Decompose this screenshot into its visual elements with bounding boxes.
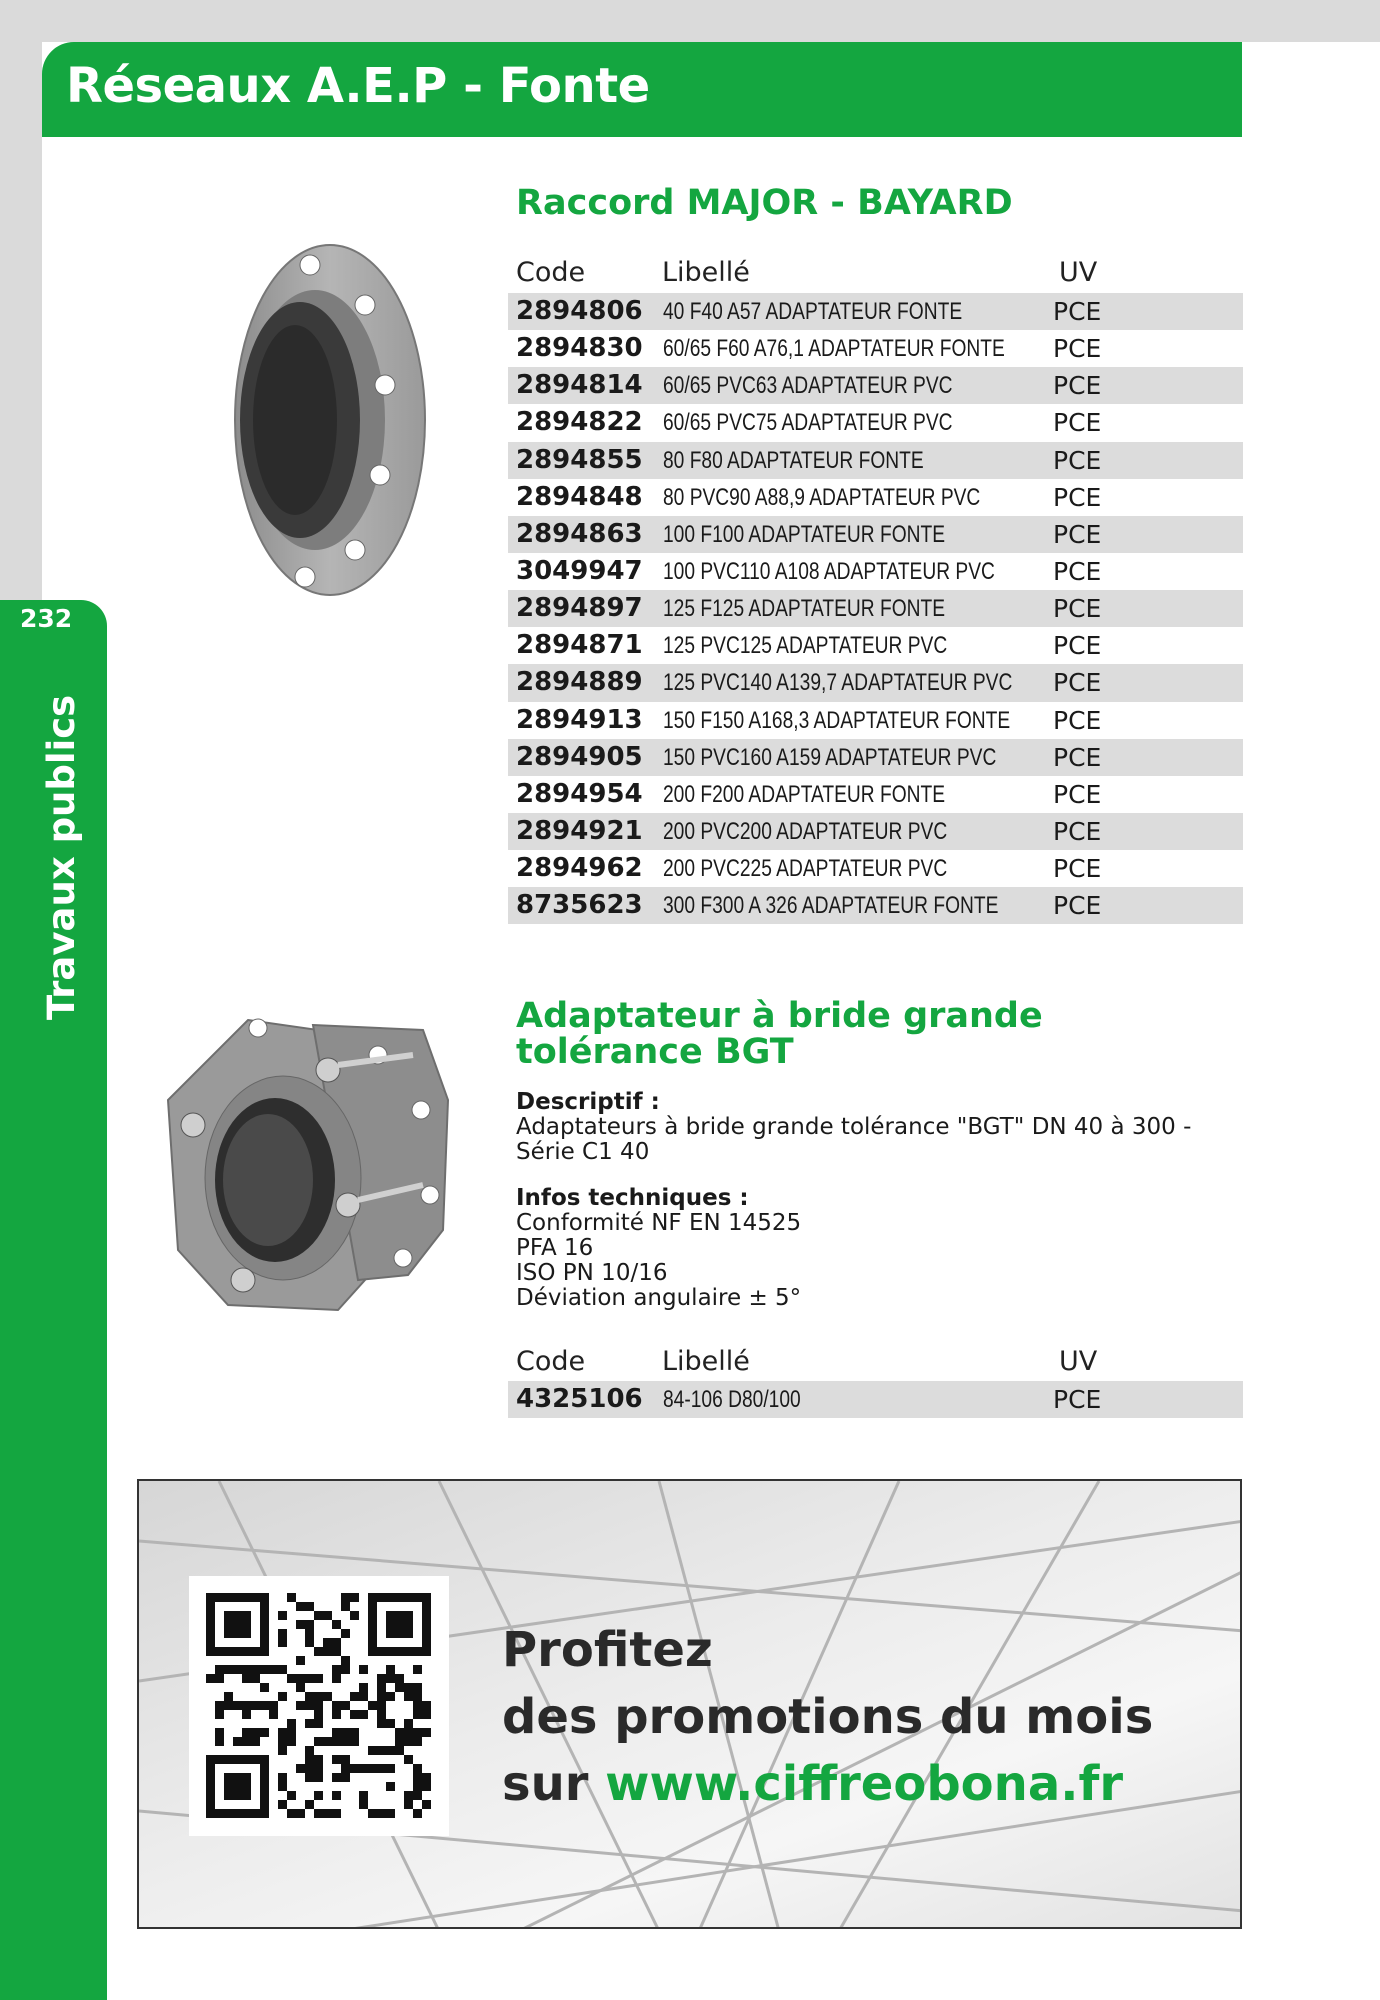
libelle-cell: 125 F125 ADAPTATEUR FONTE	[663, 595, 946, 623]
table-row	[508, 627, 1243, 664]
promo-url-link[interactable]: www.ciffreobona.fr	[605, 1756, 1123, 1812]
table-row	[508, 479, 1243, 516]
table-row	[508, 404, 1243, 441]
libelle-cell: 60/65 F60 A76,1 ADAPTATEUR FONTE	[663, 335, 1005, 363]
code-cell: 2894962	[516, 853, 643, 884]
uv-cell: PCE	[1053, 779, 1102, 809]
libelle-cell: 200 F200 ADAPTATEUR FONTE	[663, 780, 946, 808]
infos-techniques-label: Infos techniques :	[516, 1185, 749, 1211]
uv-cell: PCE	[1053, 854, 1102, 884]
libelle-cell: 125 PVC125 ADAPTATEUR PVC	[663, 632, 948, 660]
product-table-major-bayard	[508, 293, 1243, 924]
libelle-cell: 60/65 PVC63 ADAPTATEUR PVC	[663, 372, 953, 400]
descriptif-label: Descriptif :	[516, 1089, 660, 1115]
column-libelle: Libellé	[662, 257, 750, 288]
descriptif-line: Adaptateurs à bride grande tolérance "BGT" DN 40 à 300 -	[516, 1114, 1192, 1140]
uv-cell: PCE	[1053, 519, 1102, 549]
promo-text	[502, 1617, 1153, 1818]
page-number: 232	[20, 604, 73, 633]
code-cell: 2894822	[516, 407, 643, 438]
uv-cell: PCE	[1053, 705, 1102, 735]
section-title-bgt-adapter: Adaptateur à bride grande tolérance BGT	[516, 996, 1043, 1072]
libelle-cell: 100 F100 ADAPTATEUR FONTE	[663, 520, 946, 548]
uv-cell: PCE	[1053, 297, 1102, 326]
promo-line-1: Profitez	[502, 1622, 713, 1678]
code-cell: 2894830	[516, 333, 643, 364]
promo-line-3	[502, 1751, 1153, 1818]
code-cell: 2894889	[516, 667, 643, 698]
side-section-label: Travaux publics	[40, 694, 83, 1020]
code-cell: 4325106	[516, 1384, 643, 1414]
uv-cell: PCE	[1053, 594, 1102, 624]
infos-line: Conformité NF EN 14525	[516, 1210, 802, 1236]
table-row	[508, 813, 1243, 850]
libelle-cell: 80 PVC90 A88,9 ADAPTATEUR PVC	[663, 483, 981, 511]
column-uv: UV	[1059, 1346, 1098, 1377]
qr-code[interactable]	[189, 1576, 449, 1836]
code-cell: 3049947	[516, 555, 643, 586]
code-cell: 2894905	[516, 741, 643, 772]
code-cell: 2894897	[516, 593, 643, 624]
qr-code-icon	[189, 1576, 449, 1836]
major-bayard-coupling-image	[180, 235, 430, 605]
promo-line-2: des promotions du mois	[502, 1689, 1154, 1745]
table-row	[508, 887, 1243, 924]
uv-cell: PCE	[1053, 891, 1102, 921]
promo-line-3-prefix: sur	[502, 1756, 606, 1812]
uv-cell: PCE	[1053, 334, 1102, 364]
table-row	[508, 739, 1243, 776]
column-uv: UV	[1059, 257, 1098, 288]
promo-banner[interactable]	[137, 1479, 1242, 1929]
infos-techniques-block	[516, 1186, 801, 1311]
table-header	[516, 1346, 1243, 1380]
product-table-bgt	[508, 1381, 1243, 1418]
column-libelle: Libellé	[662, 1346, 750, 1377]
code-cell: 2894954	[516, 778, 643, 809]
table-row	[508, 590, 1243, 627]
libelle-cell: 60/65 PVC75 ADAPTATEUR PVC	[663, 409, 953, 437]
code-cell: 2894855	[516, 444, 643, 475]
table-row	[508, 293, 1243, 330]
libelle-cell: 200 PVC225 ADAPTATEUR PVC	[663, 855, 948, 883]
table-row	[508, 553, 1243, 590]
column-code: Code	[516, 1346, 586, 1377]
code-cell: 8735623	[516, 890, 643, 921]
table-row	[508, 776, 1243, 813]
table-row	[508, 516, 1243, 553]
libelle-cell: 200 PVC200 ADAPTATEUR PVC	[663, 817, 948, 845]
table-row	[508, 664, 1243, 701]
table-row	[508, 850, 1243, 887]
section-title-major-bayard: Raccord MAJOR - BAYARD	[516, 183, 1013, 223]
libelle-cell: 40 F40 A57 ADAPTATEUR FONTE	[663, 298, 963, 325]
bgt-flange-adapter-image	[138, 1010, 463, 1320]
libelle-cell: 150 PVC160 A159 ADAPTATEUR PVC	[663, 743, 997, 771]
table-row	[508, 1381, 1243, 1418]
uv-cell: PCE	[1053, 556, 1102, 586]
table-row	[508, 367, 1243, 404]
uv-cell: PCE	[1053, 445, 1102, 475]
uv-cell: PCE	[1053, 1385, 1102, 1414]
libelle-cell: 80 F80 ADAPTATEUR FONTE	[663, 446, 924, 474]
code-cell: 2894871	[516, 630, 643, 661]
code-cell: 2894913	[516, 704, 643, 735]
table-row	[508, 442, 1243, 479]
infos-line: Déviation angulaire ± 5°	[516, 1285, 802, 1311]
libelle-cell: 300 F300 A 326 ADAPTATEUR FONTE	[663, 892, 999, 920]
libelle-cell: 125 PVC140 A139,7 ADAPTATEUR PVC	[663, 669, 1013, 697]
code-cell: 2894848	[516, 481, 643, 512]
uv-cell: PCE	[1053, 482, 1102, 512]
code-cell: 2894863	[516, 518, 643, 549]
uv-cell: PCE	[1053, 371, 1102, 401]
libelle-cell: 150 F150 A168,3 ADAPTATEUR FONTE	[663, 706, 1011, 734]
descriptif-line: Série C1 40	[516, 1139, 650, 1165]
column-code: Code	[516, 257, 586, 288]
table-row	[508, 702, 1243, 739]
table-header	[516, 257, 1243, 291]
left-margin	[0, 42, 42, 602]
libelle-cell: 84-106 D80/100	[663, 1386, 801, 1413]
code-cell: 2894814	[516, 370, 643, 401]
uv-cell: PCE	[1053, 816, 1102, 846]
code-cell: 2894921	[516, 815, 643, 846]
libelle-cell: 100 PVC110 A108 ADAPTATEUR PVC	[663, 557, 995, 585]
top-margin	[0, 0, 1380, 42]
page-title: Réseaux A.E.P - Fonte	[66, 58, 650, 114]
infos-line: ISO PN 10/16	[516, 1260, 668, 1286]
uv-cell: PCE	[1053, 668, 1102, 698]
uv-cell: PCE	[1053, 631, 1102, 661]
uv-cell: PCE	[1053, 408, 1102, 438]
uv-cell: PCE	[1053, 742, 1102, 772]
table-row	[508, 330, 1243, 367]
infos-line: PFA 16	[516, 1235, 594, 1261]
code-cell: 2894806	[516, 296, 643, 326]
descriptif-block	[516, 1090, 1191, 1165]
